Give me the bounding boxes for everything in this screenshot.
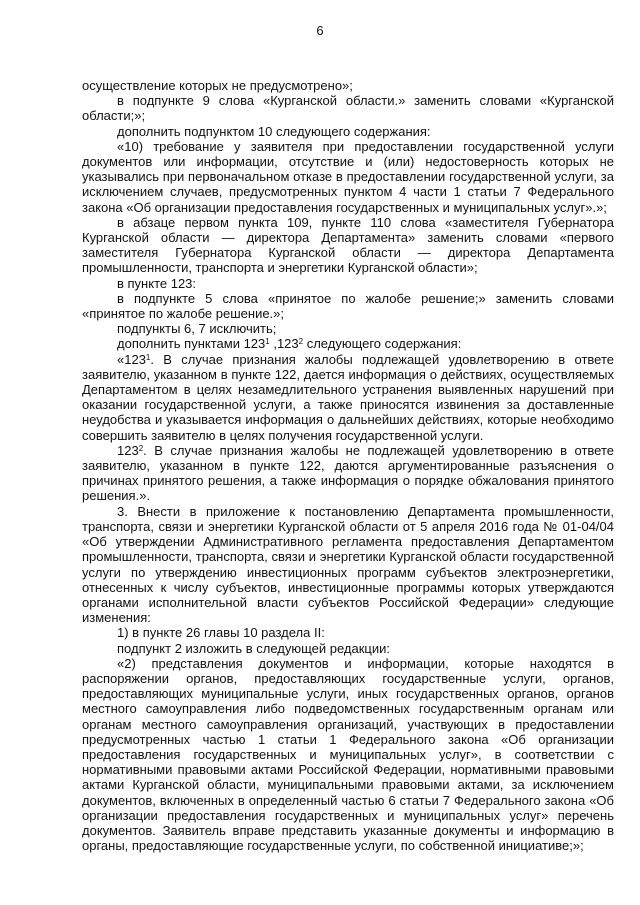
page-number: 6 xyxy=(316,23,324,38)
paragraph: подпункты 6, 7 исключить; xyxy=(117,321,277,337)
superscript: 2 xyxy=(298,337,304,347)
paragraph: в абзаце первом пункта 109, пункте 110 слова «заместителя Губернатора Курганской области — директора Департамента» заменить словами «первого заместителя Губернатора Курганской области — директора Департамента промышленности, транспорта и энергетики Курганской области»; xyxy=(82,214,614,276)
paragraph: дополнить подпунктом 10 следующего содержания: xyxy=(117,123,431,139)
paragraph: осуществление которых не предусмотрено»; xyxy=(82,78,353,93)
text-run: «123 xyxy=(117,351,146,367)
paragraph xyxy=(82,352,614,443)
paragraph: «2) представления документов и информации, которые находятся в распоряжении органов, предоставляющих государственные услуги, органов, предоставляющих муниципальные услуги, иных государственных органов, органов местного самоуправления либо подведомственных государственным органам или органам местного самоуправления организаций, участвующих в предоставлении предусмотренных частью 1 статьи 1 Федерального закона «Об организации предоставления государственных и муниципальных услуг», в соответствии с нормативными правовыми актами Российской Федерации, нормативными правовыми актами Курганской области, муниципальными правовыми актами, за исключением документов, включенных в определенный частью 6 статьи 7 Федерального закона «Об организации предоставления государственных и муниципальных услуг» перечень документов. Заявитель вправе представить указанные документы и информацию в органы, предоставляющие государственные услуги, по собственной инициативе;»; xyxy=(82,655,614,854)
superscript: 2 xyxy=(138,443,144,453)
paragraph xyxy=(82,443,614,504)
text-run: следующего содержания: xyxy=(303,336,462,352)
paragraph: «10) требование у заявителя при предоставлении государственной услуги документов или информации, отсутствие и (или) недостоверность которых не указывались при первоначальном отказе в предоставлении государственной услуги, за исключением случаев, предусмотренных пунктом 4 части 1 статьи 7 Федерального закона «Об организации предоставления государственных и муниципальных услуг».»; xyxy=(82,138,614,215)
text-run: . В случае признания жалобы не подлежащей удовлетворению в ответе заявителю, указанном в пункте 122, даются аргументированные разъяснения о причинах принятого решения, а также информация о порядке обжалования принятого решения.». xyxy=(82,442,614,504)
text-run: ,123 xyxy=(269,336,299,352)
superscript: 1 xyxy=(145,352,151,362)
paragraph: в подпункте 5 слова «принятое по жалобе решение;» заменить словами «принятое по жалобе решение.»; xyxy=(82,290,614,322)
paragraph xyxy=(82,336,614,351)
document-body xyxy=(82,78,614,853)
text-run: дополнить пунктами 123 xyxy=(117,336,266,352)
paragraph: в подпункте 9 слова «Курганской области.» заменить словами «Курганской области;»; xyxy=(82,93,614,124)
text-run: . В случае признания жалобы подлежащей удовлетворению в ответе заявителю, указанном в пункте 122, дается информация о действиях, осуществляемых Департаментом в целях незамедлительного устранения выявленных нарушений при оказании государственной услуги, а также приносятся извинения за доставленные неудобства и указывается информация о дальнейших действиях, которые необходимо совершить заявителю в целях получения государственной услуги. xyxy=(82,351,614,443)
paragraph: в пункте 123: xyxy=(117,275,197,291)
text-run: 123 xyxy=(117,442,139,458)
paragraph: подпункт 2 изложить в следующей редакции: xyxy=(117,640,391,656)
paragraph: 1) в пункте 26 главы 10 раздела II: xyxy=(117,625,325,641)
paragraph: 3. Внести в приложение к постановлению Департамента промышленности, транспорта, связи и энергетики Курганской области от 5 апреля 2016 года № 01-04/04 «Об утверждении Административного регламента предоставления Департаментом промышленности, транспорта, связи и энергетики Курганской области государственной услуги по утверждению инвестиционных программ субъектов электроэнергетики, отнесенных к числу субъектов, инвестиционные программы которых утверждаются органами исполнительной власти субъектов Российской Федерации» следующие изменения: xyxy=(82,503,614,626)
superscript: 1 xyxy=(265,337,270,347)
